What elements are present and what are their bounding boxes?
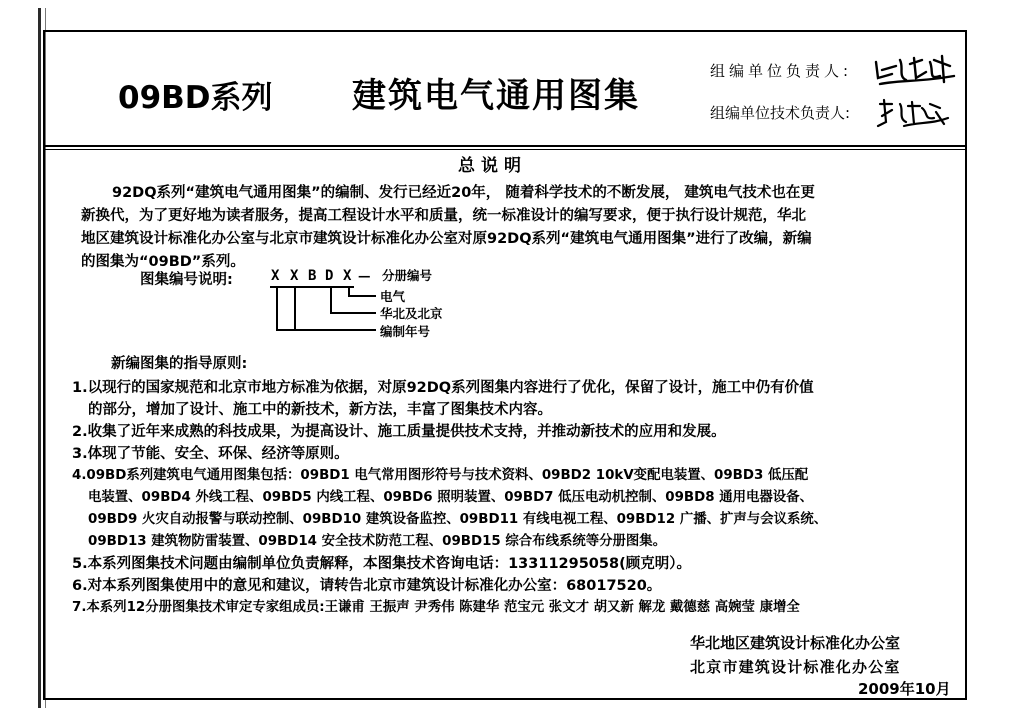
leader-line: [276, 288, 278, 330]
legend-region: 华北及北京: [380, 306, 443, 321]
principle-item-cont: 的部分，增加了设计、施工中的新技术，新方法，丰富了图集技术内容。: [88, 402, 552, 418]
leader-line: [330, 312, 376, 314]
signature-tech-responsible: [874, 96, 954, 132]
legend-electrical: 电气: [380, 289, 406, 304]
code-underline: [270, 286, 354, 288]
legend-volume: 分册编号: [382, 268, 433, 283]
code-char: D: [325, 268, 334, 284]
leader-line: [294, 288, 296, 330]
code-char: X: [290, 268, 299, 284]
principle-item: 1.以现行的国家规范和北京市地方标准为依据，对原92DQ系列图集内容进行了优化，保留了设计，施工中仍有价值: [72, 380, 814, 396]
leader-line: [276, 329, 376, 331]
header-divider-thin: [43, 149, 967, 150]
intro-line: 的图集为“09BD”系列。: [81, 254, 245, 270]
principle-item-cont: 09BD13 建筑物防雷装置、09BD14 安全技术防范工程、09BD15 综合布线系统等分册图集。: [88, 534, 667, 549]
principle-item: 4.09BD系列建筑电气通用图集包括：09BD1 电气常用图形符号与技术资料、09BD2 10kV变配电装置、09BD3 低压配: [72, 468, 809, 483]
org-north-china: 华北地区建筑设计标准化办公室: [690, 634, 901, 652]
scan-edge: [38, 8, 41, 708]
principle-item: 7.本系列12分册图集技术审定专家组成员:王谦甫 王振声 尹秀伟 陈建华 范宝元 张文才 胡又新 解龙 戴德慈 高婉莹 康增全: [72, 600, 800, 615]
atlas-title: 建筑电气通用图集: [352, 76, 640, 116]
leader-line: [348, 295, 376, 297]
code-char: B: [308, 268, 317, 284]
section-title: 总说明: [458, 156, 527, 176]
principle-item: 5.本系列图集技术问题由编制单位负责解释，本图集技术咨询电话：13311295058(顾克明）。: [72, 556, 691, 572]
intro-line: 新换代，为了更好地为读者服务，提高工程设计水平和质量，统一标准设计的编写要求，便于执行设计规范，华北: [81, 208, 806, 224]
intro-line: 92DQ系列“建筑电气通用图集”的编制、发行已经近20年， 随着科学技术的不断发展， 建筑电气技术也在更: [112, 185, 815, 201]
principle-item: 3.体现了节能、安全、环保、经济等原则。: [72, 446, 349, 462]
responsible-label: 组编单位负责人:: [710, 62, 853, 80]
tech-responsible-label: 组编单位技术负责人:: [710, 104, 851, 122]
intro-line: 地区建筑设计标准化办公室与北京市建筑设计标准化办公室对原92DQ系列“建筑电气通用图集”进行了改编，新编: [81, 231, 812, 247]
code-char: X: [271, 268, 280, 284]
legend-year: 编制年号: [380, 324, 431, 339]
series-name: 09BD系列: [118, 80, 273, 116]
code-dash: —: [358, 268, 371, 283]
numbering-label: 图集编号说明:: [140, 272, 233, 288]
principle-item-cont: 09BD9 火灾自动报警与联动控制、09BD10 建筑设备监控、09BD11 有线电视工程、09BD12 广播、扩声与会议系统、: [88, 512, 828, 527]
leader-line: [330, 288, 332, 313]
signature-responsible: [870, 52, 960, 92]
issue-date: 2009年10月: [858, 680, 951, 698]
principle-item: 2.收集了近年来成熟的科技成果，为提高设计、施工质量提供技术支持，并推动新技术的应用和发展。: [72, 424, 726, 440]
header-divider: [43, 145, 967, 147]
principle-item: 6.对本系列图集使用中的意见和建议，请转告北京市建筑设计标准化办公室：68017520。: [72, 578, 662, 594]
principle-item-cont: 电装置、09BD4 外线工程、09BD5 内线工程、09BD6 照明装置、09BD7 低压电动机控制、09BD8 通用电器设备、: [88, 490, 813, 505]
code-char: X: [343, 268, 352, 284]
principles-title: 新编图集的指导原则:: [111, 356, 248, 372]
org-beijing: 北京市建筑设计标准化办公室: [690, 658, 901, 676]
